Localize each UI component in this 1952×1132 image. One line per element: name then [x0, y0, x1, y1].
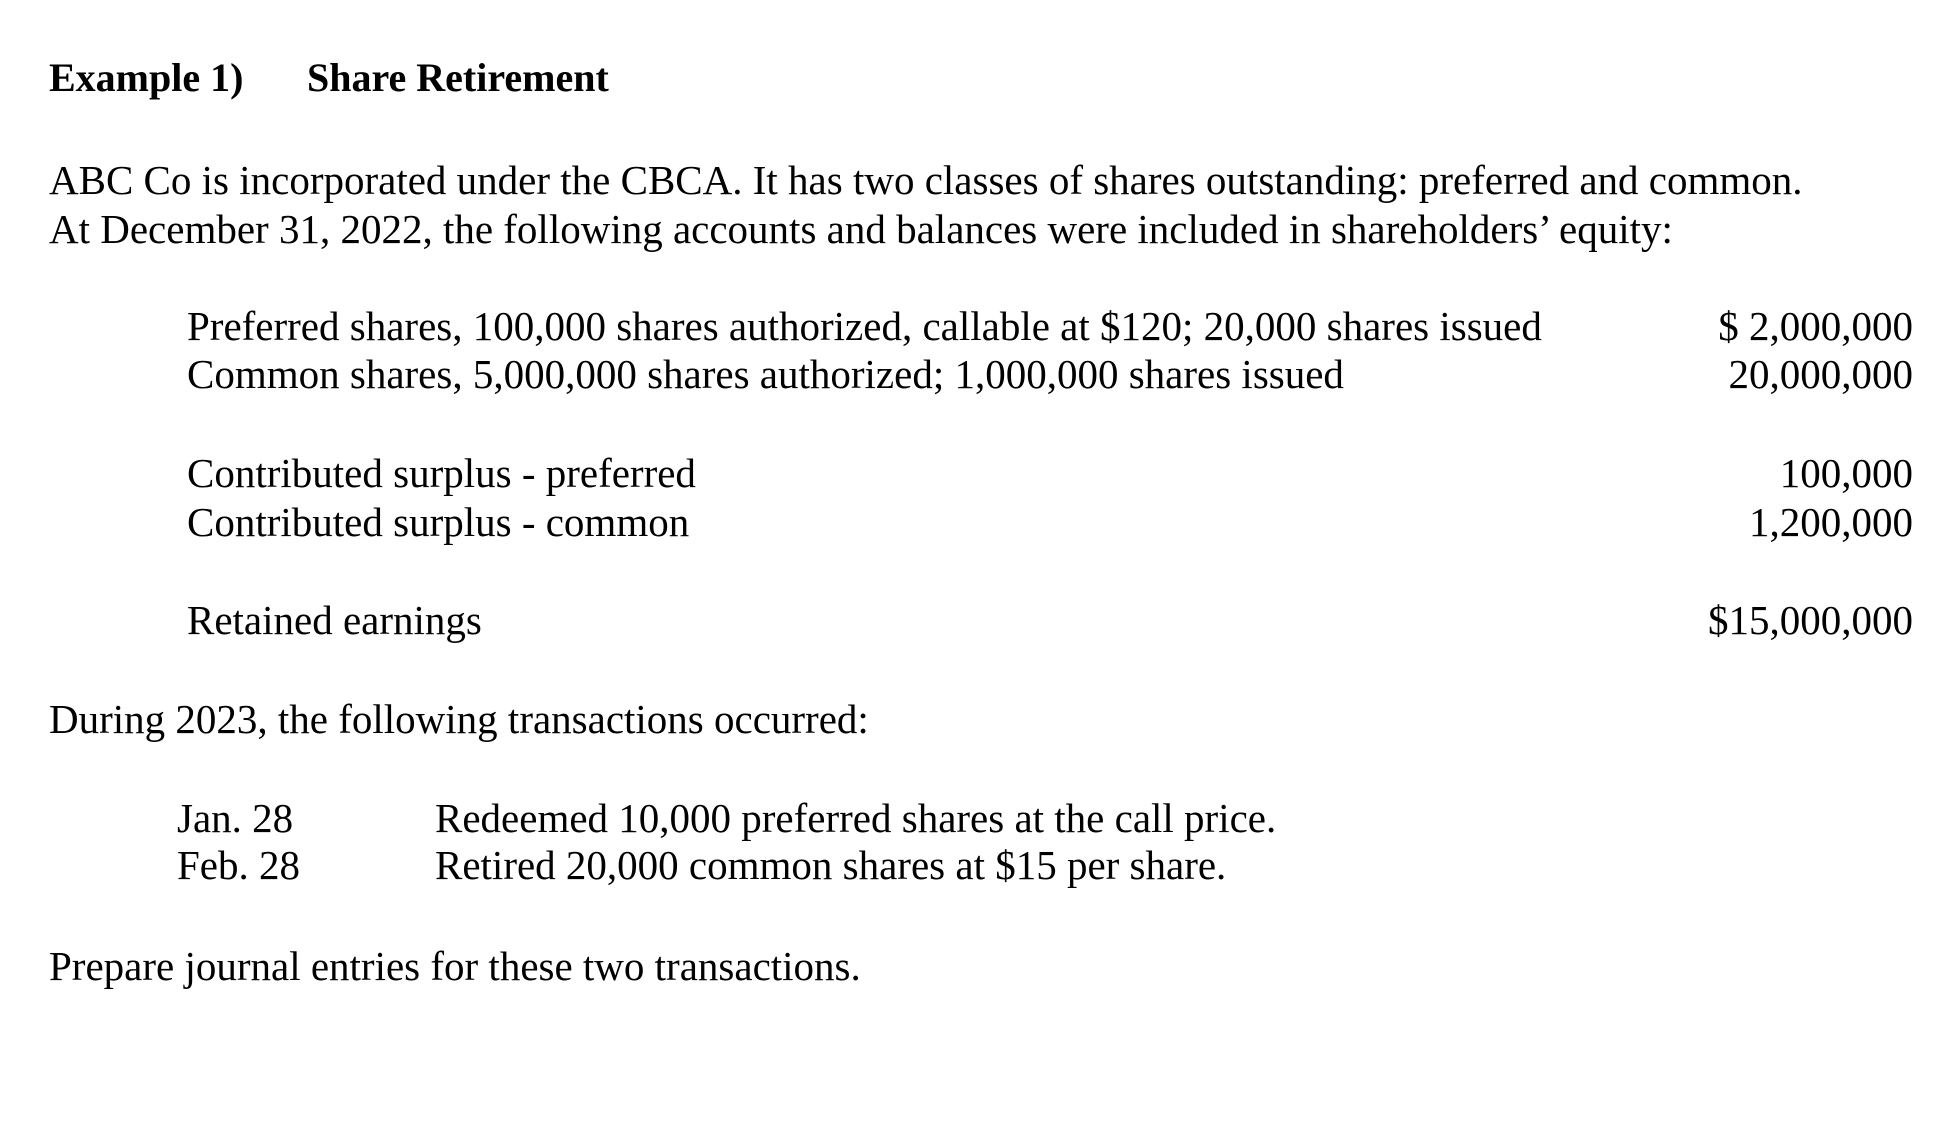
cs-preferred-label: Contributed surplus - preferred: [187, 450, 696, 496]
transaction-text-jan: Redeemed 10,000 preferred shares at the call price.: [435, 795, 1277, 841]
example-number: Example 1): [49, 55, 244, 100]
instruction: Prepare journal entries for these two transactions.: [49, 943, 861, 989]
transaction-text-feb: Retired 20,000 common shares at $15 per share.: [435, 842, 1227, 888]
cs-common-label: Contributed surplus - common: [187, 499, 690, 545]
cs-common-amount: 1,200,000: [1749, 499, 1913, 545]
transaction-date-jan: Jan. 28: [177, 795, 294, 841]
intro-line-2: At December 31, 2022, the following accounts and balances were included in shareholders’ equity:: [49, 206, 1673, 252]
cs-preferred-amount: 100,000: [1779, 450, 1913, 496]
preferred-shares-label: Preferred shares, 100,000 shares authorized, callable at $120; 20,000 shares issued: [187, 303, 1542, 349]
intro-line-1: ABC Co is incorporated under the CBCA. It has two classes of shares outstanding: preferred and common.: [49, 157, 1803, 203]
page-title: Share Retirement: [307, 55, 609, 100]
retained-earnings-amount: $15,000,000: [1708, 597, 1913, 643]
transaction-date-feb: Feb. 28: [177, 842, 300, 888]
common-shares-label: Common shares, 5,000,000 shares authorized; 1,000,000 shares issued: [187, 351, 1344, 397]
preferred-shares-amount: $ 2,000,000: [1718, 303, 1913, 349]
retained-earnings-label: Retained earnings: [187, 597, 482, 643]
common-shares-amount: 20,000,000: [1728, 351, 1913, 397]
transactions-intro: During 2023, the following transactions occurred:: [49, 696, 869, 742]
